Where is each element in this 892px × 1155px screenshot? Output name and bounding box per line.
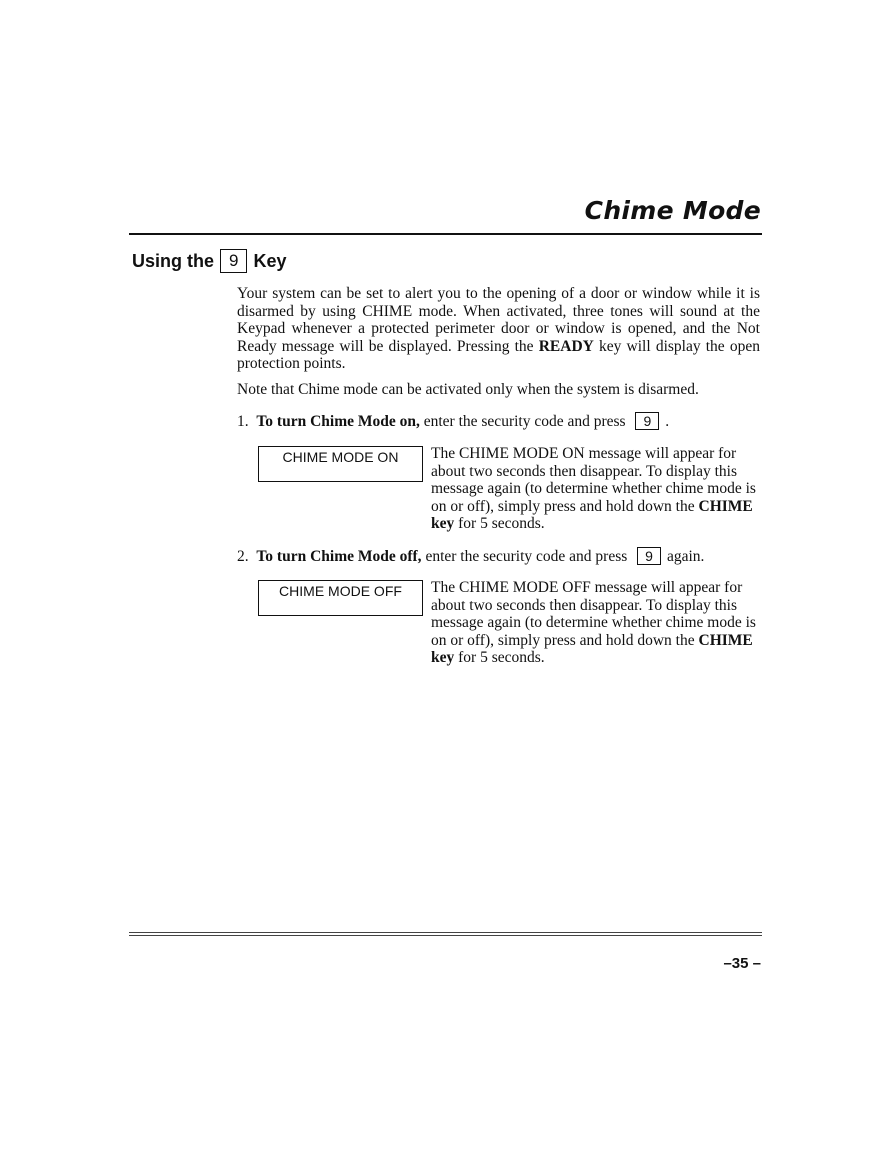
note-paragraph: Note that Chime mode can be activated only when the system is disarmed. <box>237 381 699 398</box>
key-9-box: 9 <box>635 412 659 430</box>
key-9-box: 9 <box>637 547 661 565</box>
header-divider <box>129 233 762 235</box>
step-title: To turn Chime Mode off, <box>256 548 422 565</box>
desc-text-start: The CHIME MODE ON message will appear for about two seconds then disappear. To display this message again (to determine whether chime mode is on or off), simply press and hold down the <box>431 445 756 515</box>
keypad-display: CHIME MODE OFF <box>258 580 423 616</box>
section-heading-suffix: Key <box>253 250 287 271</box>
page-title: Chime Mode <box>584 196 761 225</box>
step-after: again. <box>666 548 705 565</box>
step-title: To turn Chime Mode on, <box>256 413 420 430</box>
key-9-box: 9 <box>220 249 247 273</box>
intro-text-end: key will display the open protection points. <box>237 337 760 372</box>
page-number: –35 – <box>723 955 761 972</box>
section-heading-prefix: Using the <box>132 250 215 271</box>
desc-text-end: for 5 seconds. <box>454 649 545 666</box>
step-description <box>431 579 761 667</box>
step-number: 2. <box>237 548 249 565</box>
section-heading <box>132 249 287 273</box>
desc-text-start: The CHIME MODE OFF message will appear for about two seconds then disappear. To display this message again (to determine whether chime mode is on or off), simply press and hold down the <box>431 579 756 649</box>
intro-paragraph <box>237 285 760 373</box>
desc-text-end: for 5 seconds. <box>454 515 545 532</box>
step-1 <box>237 412 669 432</box>
step-2 <box>237 547 704 567</box>
step-number: 1. <box>237 413 249 430</box>
step-after: . <box>665 413 670 430</box>
chime-key-label: CHIME key <box>431 631 753 666</box>
footer-divider <box>129 932 762 936</box>
step-text: enter the security code and press <box>419 413 626 430</box>
step-text: enter the security code and press <box>421 548 628 565</box>
chime-key-label: CHIME key <box>431 497 753 532</box>
intro-text-start: Your system can be set to alert you to the opening of a door or window while it is disarmed by using CHIME mode. When activated, three tones will sound at the Keypad whenever a protected perimeter door or window is opened, and the Not Ready message will be displayed. Pressing the <box>237 285 760 355</box>
keypad-display: CHIME MODE ON <box>258 446 423 482</box>
ready-key-label: READY <box>538 337 594 355</box>
step-description <box>431 445 761 533</box>
